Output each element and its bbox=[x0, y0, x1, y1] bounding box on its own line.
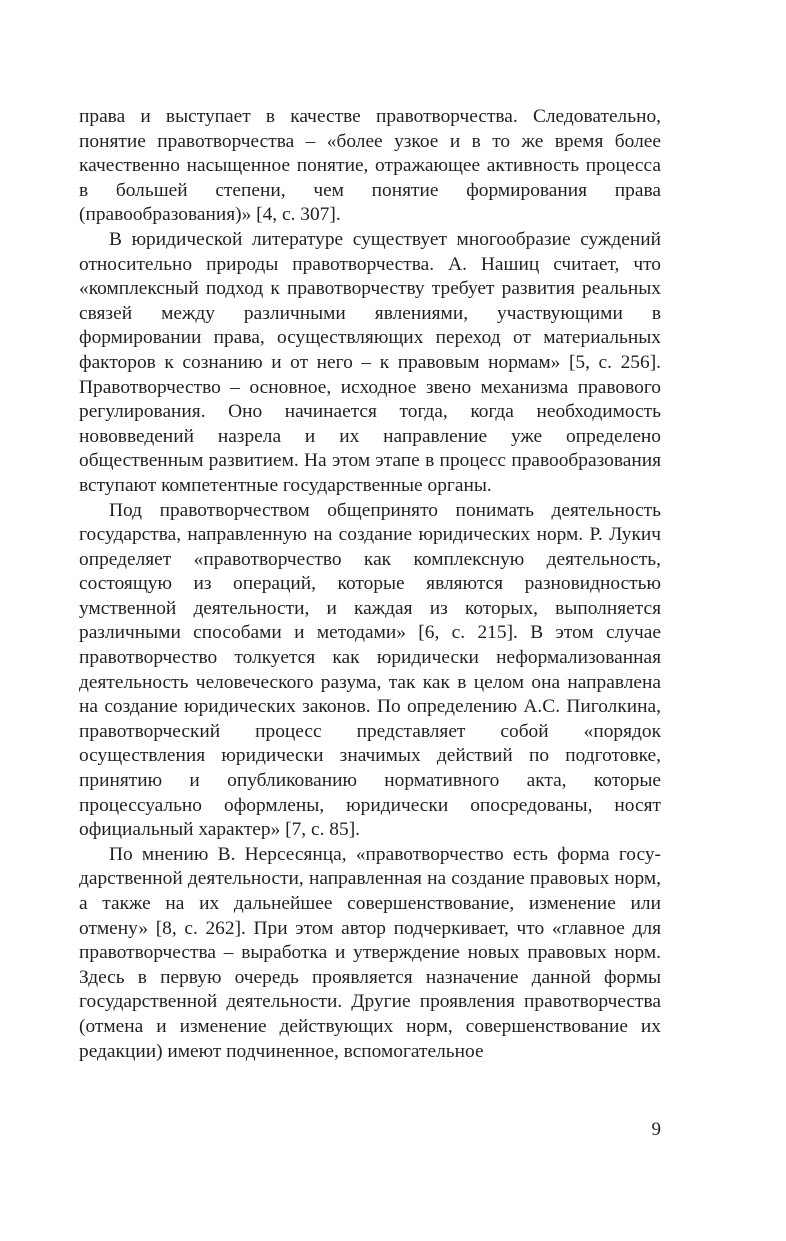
paragraph-nashits: В юридической литературе существует многообразие суждений относительно природы правотворчества. А. Нашиц считает, что «комплексный подход к правотворчеству требует развития реальных связей между различными явлениями, участвующими в формировании права, осуществляющих переход от материальных факторов к сознанию и от него – к правовым нормам» [5, с. 256]. Правотворчество – основное, исходное звено механизма правового регулирования. Оно начинается тогда, когда необходимость нововведений назрела и их направление уже определено общественным развитием. На этом этапе в процесс правообразования вступают компетентные государственные органы. bbox=[79, 228, 661, 496]
paragraph-continuation: права и выступает в качестве правотворчества. Следовательно, понятие правотворчества – «более узкое и в то же время более качественно насыщенное понятие, отражающее активность процесса в большей степени, чем понятие формирования права (правообразования)» [4, с. 307]. bbox=[79, 106, 661, 226]
paragraph-lukich: Под правотворчеством общепринято понимать деятельность государства, направленную на создание юридических норм. Р. Лукич определяет «правотворчество как комплексную деятельность, состоящую из операций, которые являются разновидностью умственной деятельности, и каждая из которых, выполняется различными способами и методами» [6, с. 215]. В этом случае правотворчество толкуется как юридически неформализованная деятельность человеческого разума, так как в целом она направлена на создание юридических законов. По определению А.С. Пиголкина, правотворческий процесс представляет собой «порядок осуществления юридически значимых действий по подготовке, принятию и опубликованию нормативного акта, которые процессуально оформлены, юридически опосредованы, носят официальный характер» [7, с. 85]. bbox=[79, 499, 661, 841]
page-number: 9 bbox=[651, 1119, 661, 1140]
page-body bbox=[79, 105, 661, 1064]
paragraph-nersesyants: По мнению В. Нерсесянца, «правотворчество есть форма государственной деятельности, направленная на создание правовых норм, а также на их дальнейшее совершенствование, изменение или отмену» [8, с. 262]. При этом автор подчеркивает, что «главное для правотворчества – выработка и утверждение новых правовых норм. Здесь в первую очередь проявляется назначение данной формы государственной деятельности. Другие проявления правотворчества (отмена и изменение действующих норм, совершенствование их редакции) имеют подчиненное, вспомогательное bbox=[79, 843, 661, 1062]
